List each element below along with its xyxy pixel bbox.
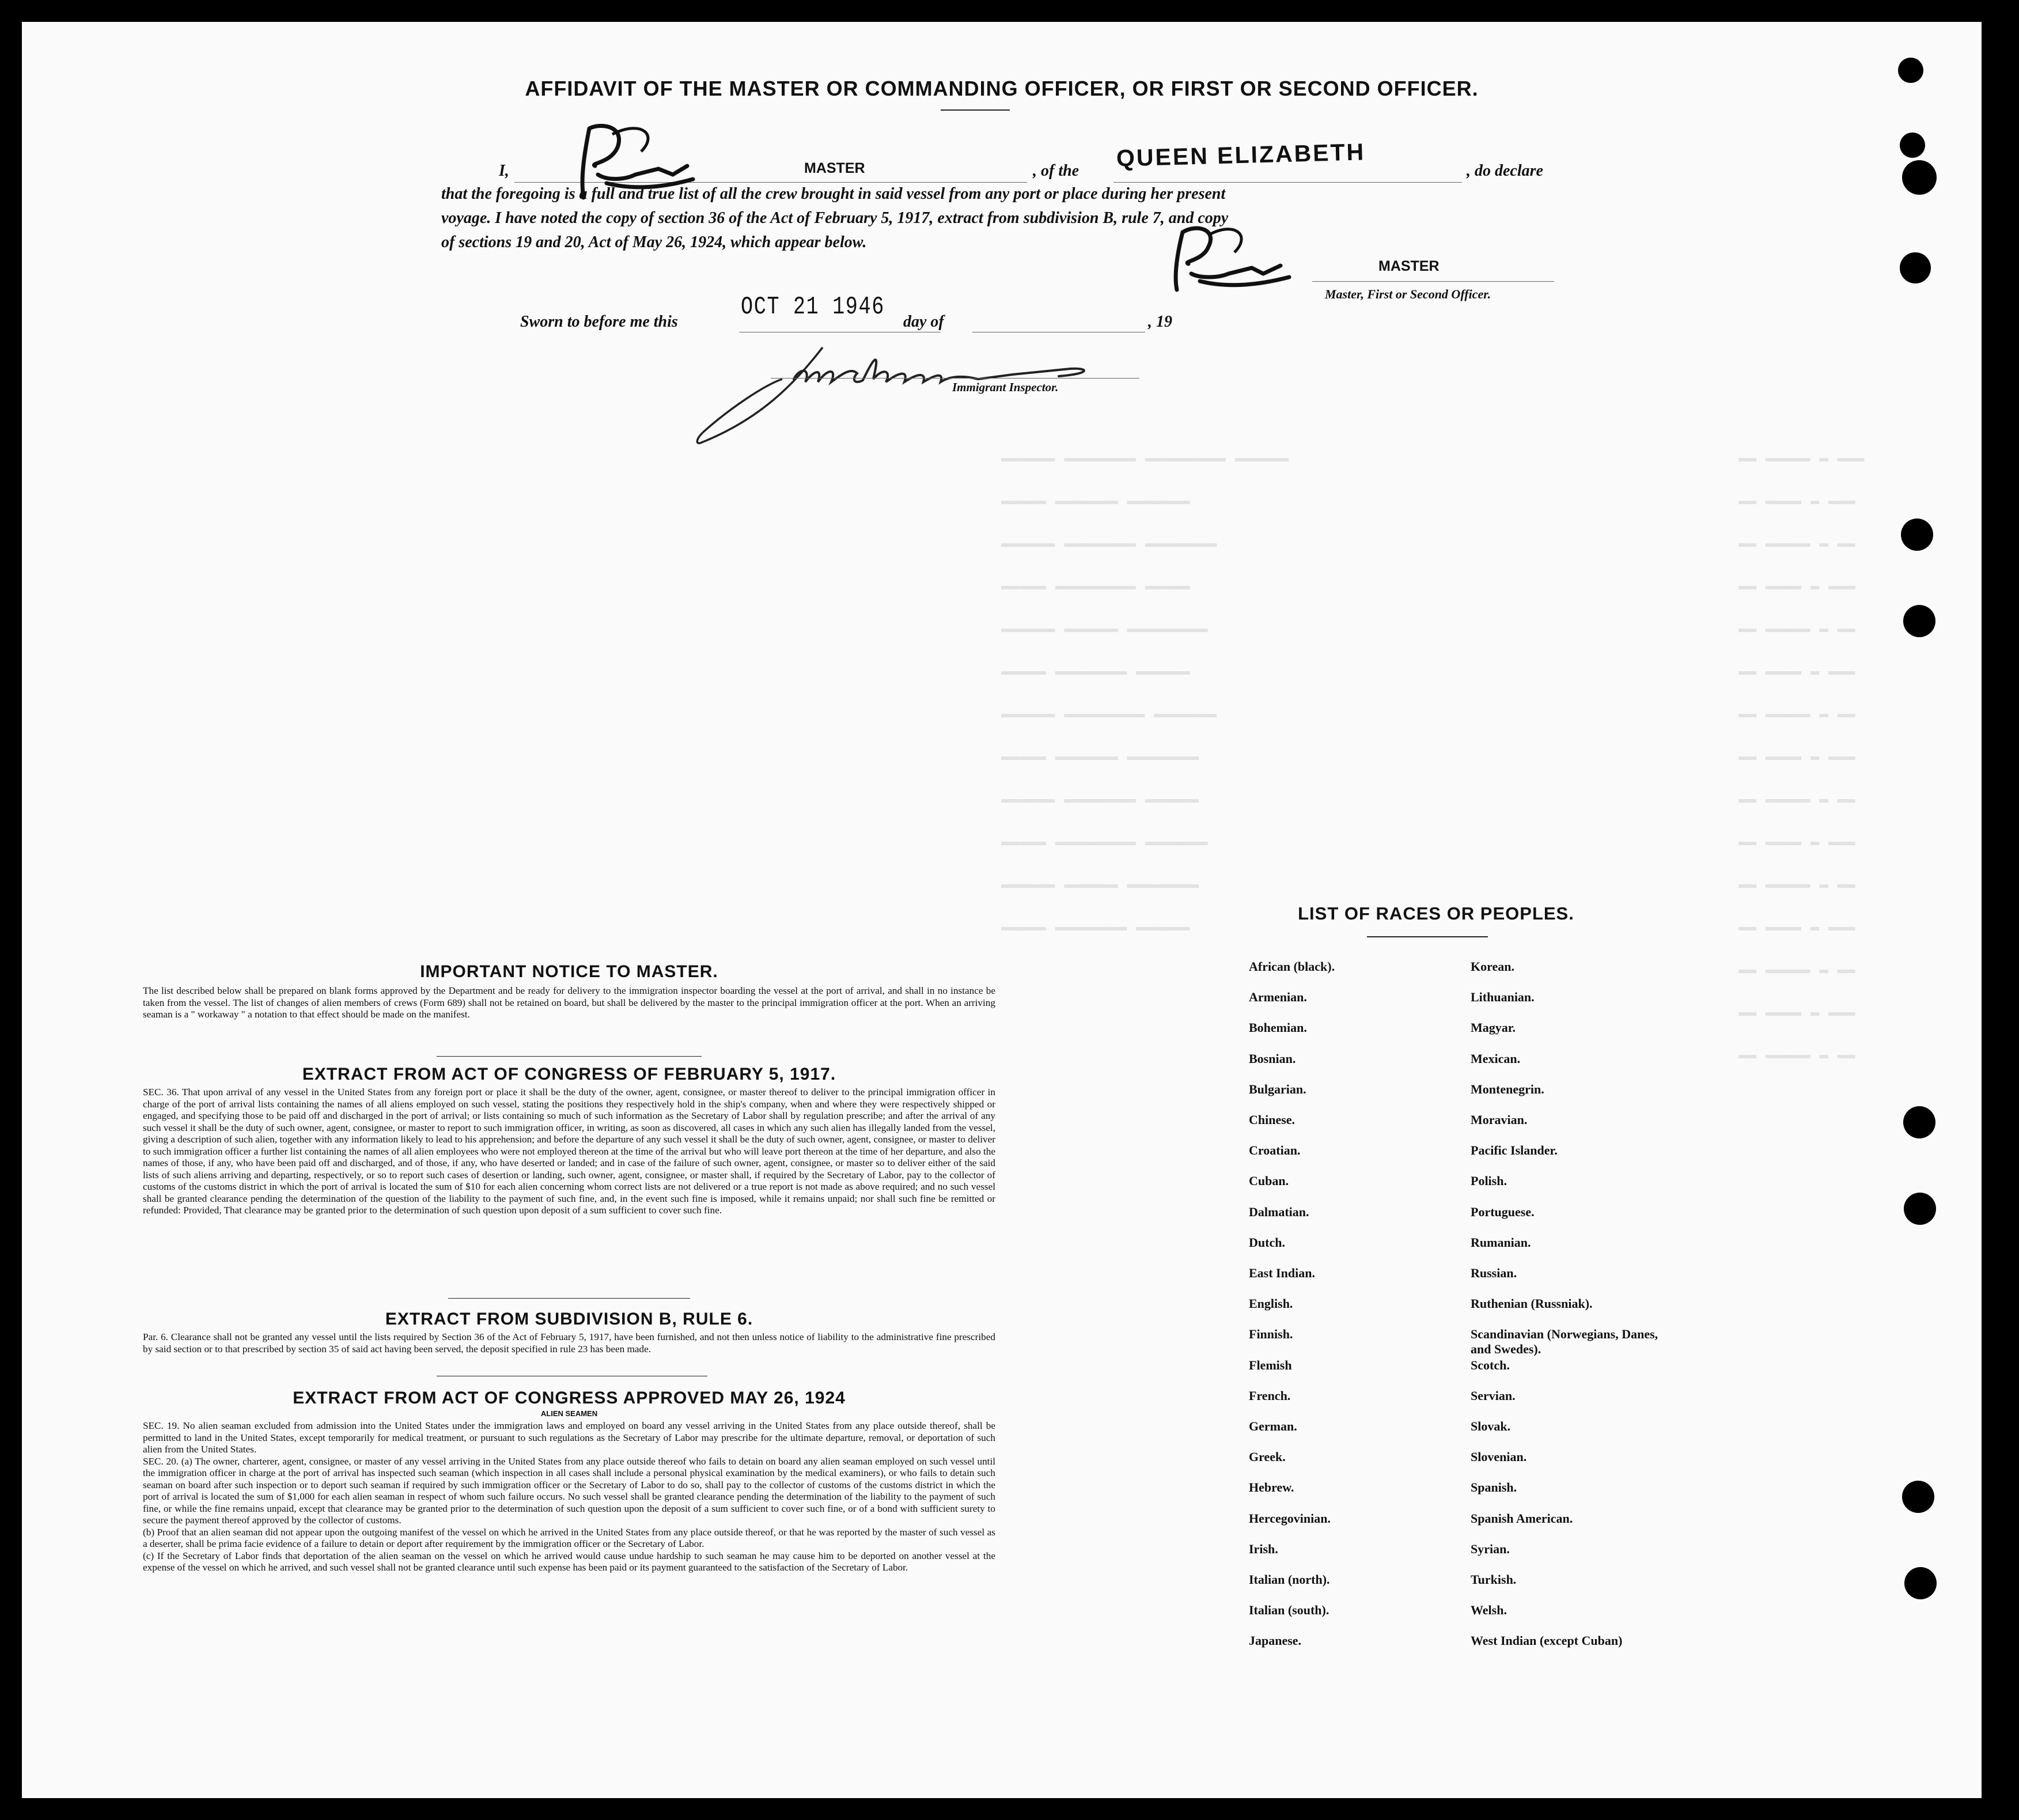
- races-title-rule: [1367, 936, 1488, 937]
- declaration-line-3: voyage. I have noted the copy of section 36 of the Act of February 5, 1917, extract from subdivision B, rule 7, and copy: [441, 209, 1229, 227]
- binding-hole-icon: [1902, 160, 1937, 195]
- race-item: Ruthenian (Russniak).: [1471, 1296, 1593, 1311]
- extract-1917-text: SEC. 36. That upon arrival of any vessel in the United States from any foreign port or place it shall be the duty of the owner, agent, consignee, or master thereof to deliver to the principal immigration officer in charge of the port of arrival lists containing the names of all aliens employed on such vessel, stating the positions they respectively hold in the ship's company, when and where they were respectively shipped or engaged, and specifying those to be paid off and discharged in the port of arrival; or lists containing so much of such information as the Secretary of Labor shall by regulation prescribe; and after the arrival of any such vessel it shall be the duty of such owner, agent, consignee, or master to report to such immigration officer, in writing, as soon as discovered, all cases in which any such alien has illegally landed from the vessel, giving a description of such alien, together with any information likely to lead to his apprehension; and before the departure of any such vessel it shall be the duty of such owner, agent, consignee, or master to deliver to such immigration officer a further list containing the names of all alien employees who were not employed thereon at the time of the arrival but who will leave port thereon at the time of her departure, and also the names of those, if any, who have been paid off and discharged, and of those, if any, who have deserted or landed; and in case of the failure of such owner, agent, consignee, or master so to deliver either of the said lists of such aliens arriving and departing, respectively, or so to report such cases of desertion or landing, such owner, agent, consignee, or master shall, if required by the Secretary of Labor, pay to the collector of customs of the customs district in which the port of arrival is located the sum of $10 for each alien concerning whom correct lists are not delivered or a true report is not made as above required; and no such vessel shall be granted clearance pending the determination of the question of the liability to the payment of such fine, and, in the event such fine is imposed, while it remains unpaid; nor shall such fine be remitted or refunded: Provided, That clearance may be granted prior to the determination of such question upon deposit of a sum sufficient to cover such fine.: [143, 1087, 995, 1216]
- race-item: Moravian.: [1471, 1113, 1528, 1127]
- race-item: Slovak.: [1471, 1419, 1511, 1433]
- extract-rule6: [143, 1310, 995, 1355]
- race-item: Spanish.: [1471, 1480, 1517, 1495]
- extract-1917: [143, 1065, 995, 1217]
- inspector-line: [771, 378, 1139, 379]
- date-stamp: OCT 21 1946: [741, 293, 885, 321]
- signature-caption: Master, First or Second Officer.: [1325, 287, 1491, 301]
- extract-1924-subtitle: ALIEN SEAMEN: [540, 1409, 598, 1418]
- declarant-prefix: I,: [499, 162, 509, 180]
- sec20b-text: (b) Proof that an alien seaman did not appear upon the outgoing manifest of the vessel on which he arrived in the United States from any place outside thereof, or that he was reported by the master of such vessel as a deserter, shall be prima facie evidence of a failure to detain or deport after requirement by the immigration officer or the Secretary of Labor.: [143, 1526, 995, 1549]
- race-item: Bohemian.: [1249, 1020, 1307, 1035]
- notice-text: The list described below shall be prepared on blank forms approved by the Department and be ready for delivery to the immigration inspector boarding the vessel at the port of arrival, and shall in no instance be taken from the vessel. The list of changes of alien members of crews (Form 689) shall not be retained on board, but shall be delivered by the master to the principal immigration officer at the port. When an arriving seaman is a " workaway " a notation to that effect should be made on the manifest.: [143, 985, 995, 1020]
- race-item: Dalmatian.: [1249, 1204, 1309, 1219]
- race-item: West Indian (except Cuban): [1471, 1633, 1623, 1648]
- race-item: Flemish: [1249, 1357, 1292, 1372]
- binding-hole-icon: [1900, 252, 1931, 283]
- race-item: Rumanian.: [1471, 1235, 1531, 1250]
- master-signature-icon: [572, 117, 722, 206]
- sworn-prefix: Sworn to before me this: [520, 313, 678, 331]
- race-item: Bosnian.: [1249, 1051, 1296, 1066]
- declaration-line-2: that the foregoing is a full and true list of all the crew brought in said vessel from any port or place during her present: [441, 185, 1226, 203]
- race-item: Finnish.: [1249, 1327, 1293, 1342]
- title-rule: [941, 109, 1010, 111]
- race-item: Magyar.: [1471, 1020, 1516, 1035]
- race-item: Dutch.: [1249, 1235, 1285, 1250]
- binding-hole-icon: [1901, 519, 1933, 551]
- race-item: Mexican.: [1471, 1051, 1521, 1066]
- race-item: Italian (north).: [1249, 1572, 1330, 1587]
- race-item: English.: [1249, 1296, 1293, 1311]
- of-the-text: , of the: [1033, 162, 1079, 180]
- race-item: Scandinavian (Norwegians, Danes, and Swedes).: [1471, 1327, 1658, 1357]
- races-title: LIST OF RACES OR PEOPLES.: [1298, 903, 1574, 924]
- race-item: Spanish American.: [1471, 1511, 1573, 1526]
- race-item: Korean.: [1471, 959, 1514, 974]
- signature-rank: MASTER: [1378, 258, 1440, 274]
- binding-hole-icon: [1902, 1481, 1934, 1513]
- race-item: Greek.: [1249, 1450, 1286, 1465]
- race-item: Hercegovinian.: [1249, 1511, 1331, 1526]
- race-item: Slovenian.: [1471, 1450, 1527, 1465]
- year-prefix: , 19: [1148, 313, 1172, 331]
- document-page: ▬▬ ▬▬▬▬▬ ▬ ▬▬▬ ▬▬ ▬▬▬▬ ▬ ▬▬▬ ▬▬ ▬▬▬▬▬ ▬ ▬▬ ▬▬ ▬▬▬▬ ▬ ▬▬▬ ▬▬ ▬▬▬▬▬ ▬ ▬▬ ▬▬ ▬▬▬▬ ▬ ▬▬▬ ▬▬ ▬▬▬▬▬ ▬ ▬▬ ▬▬ ▬▬▬▬ ▬ ▬▬▬ ▬▬ ▬▬▬▬▬ ▬ ▬▬ ▬▬ ▬▬▬▬ ▬ ▬▬▬ ▬▬ ▬▬▬▬▬ ▬ ▬▬ ▬▬ ▬▬▬▬ ▬ ▬▬▬ ▬▬ ▬▬▬▬▬ ▬ ▬▬ ▬▬ ▬▬▬▬ ▬ ▬▬▬ ▬▬ ▬▬▬▬▬ ▬ ▬▬ ▬▬▬▬▬▬ ▬▬▬▬▬▬▬▬ ▬▬▬▬▬▬▬▬▬ ▬▬▬▬▬▬ ▬▬▬▬▬ ▬▬▬▬▬▬▬ ▬▬▬▬▬▬▬ ▬▬▬▬▬▬ ▬▬▬▬▬▬▬▬ ▬▬▬▬▬▬▬▬ ▬▬▬▬▬ ▬▬▬▬▬▬▬▬▬ ▬▬▬▬▬ ▬▬▬▬▬▬ ▬▬▬▬▬▬ ▬▬▬▬▬▬▬▬▬ ▬▬▬▬▬ ▬▬▬▬▬▬▬▬ ▬▬▬▬▬▬ ▬▬▬▬▬▬ ▬▬▬▬▬▬▬▬▬ ▬▬▬▬▬▬▬ ▬▬▬▬▬ ▬▬▬▬▬▬▬ ▬▬▬▬▬▬▬▬ ▬▬▬▬▬▬ ▬▬▬▬▬▬▬▬ ▬▬▬▬▬▬ ▬▬▬▬▬ ▬▬▬▬▬▬▬▬▬ ▬▬▬▬▬▬▬ ▬▬▬▬▬▬ ▬▬▬▬▬▬ ▬▬▬▬▬▬▬▬ ▬▬▬▬▬ ▬▬▬▬▬▬▬▬ ▬▬▬▬▬▬ AFFIDAVIT OF THE MASTER OR COMMANDING OFFICER, OR FIRST OR SECOND OFFICER. I, MASTER , of the QUEEN ELIZABETH , do declare that the foregoing is a full and true list of all the crew brought in said vessel from any port or place during her present voyage. I have noted the copy of section 36 of the Act of February 5, 1917, extract from subdivision B, rule 7, and copy of sections 19 and 20, Act of May 26, 1924, which appear below. MASTER Master, First or Second Officer. Sworn to before me this OCT 21 1946 day of , 19 Immigrant Inspector. IMPORTANT NOTICE TO MASTER. The list described below shall be prepared on blank forms approved by the Department and be ready for delivery to the immigration inspector boarding the vessel at the port of arrival, and shall in no instance be taken from the vessel. The list of changes of alien members of crews (Form 689) shall not be retained on board, but shall be delivered by the master to the principal immigration officer at the port. When an arriving seaman is a " workaway " a notation to that effect should be made on the manifest. EXTRACT FROM ACT OF CONGRESS OF FEBRUARY 5, 1917. SEC. 36. That upon arrival of any vessel in the United States from any foreign port or place it shall be the duty of the owner, agent, consignee, or master thereof to deliver to the principal immigration officer in charge of the port of arrival lists containing the names of all aliens employed on such vessel, stating the positions they respectively hold in the ship's company, when and where they were respectively shipped or engaged, and specifying those to be paid off and discharged in the port of arrival; or lists containing so much of such information as the Secretary of Labor shall by regulation prescribe; and after the arrival of any such vessel it shall be the duty of such owner, agent, consignee, or master to report to such immigration officer, in writing, as soon as discovered, all cases in which any such alien has illegally landed from the vessel, giving a description of such alien, together with any information likely to lead to his apprehension; and before the departure of any such vessel it shall be the duty of such owner, agent, consignee, or master to deliver to such immigration officer a further list containing the names of all alien employees who were not employed thereon at the time of the arrival but who will leave port thereon at the time of her departure, and also the names of those, if any, who have been paid off and discharged, and of those, if any, who have deserted or landed; and in case of the failure of such owner, agent, consignee, or master so to deliver either of the said lists of such aliens arriving and departing, respectively, or so to report such cases of desertion or landing, such owner, agent, consignee, or master shall, if required by the Secretary of Labor, pay to the collector of customs of the customs district in which the port of arrival is located the sum of $10 for each alien concerning whom correct lists are not delivered or a true report is not made as above required; and no such vessel shall be granted clearance pending the determination of the question of the liability to the payment of such fine, and, in the event such fine is imposed, while it remains unpaid; nor shall such fine be remitted or refunded: Provided, That clearance may be granted prior to the determination of such question upon deposit of a sum sufficient to cover such fine. EXTRACT FROM SUBDIVISION B, RULE 6. Par. 6. Clearance shall not be granted any vessel until the lists required by Section 36 of the Act of February 5, 1917, have been furnished, and not then unless notice of liability to the administrative fine prescribed by said section or to that prescribed by section 35 of said act having been served, the deposit specified in rule 23 has been made. EXTRACT FROM ACT OF CONGRESS APPROVED MAY 26, 1924 ALIEN SEAMEN SEC. 19. No alien seaman excluded from admission into the United States under the immigration laws and employed on board any vessel arriving in the United States from any place outside thereof, shall be permitted to land in the United States, except temporarily for medical treatment, or pursuant to such regulations as the Secretary of Labor may prescribe for the ultimate departure, removal, or deportation of such alien from the United States. SEC. 20. (a) The owner, charterer, agent, consignee, or master of any vessel arriving in the United States from any place outside thereof who fails to detain on board any alien seaman employed on such vessel until the immigration officer in charge at the port of arrival has inspected such seaman (which inspection in all cases shall include a personal physical examination by the medical examiners), or who fails to detain such seaman on board after such inspection or to deport such seaman if required by such immigration officer or the Secretary of Labor to do so, shall pay to the collector of customs of the customs district in which the port of arrival is located the sum of $1,000 for each alien seaman in respect of whom such failure occurs. No such vessel shall be granted clearance pending the determination of the liability to the payment of such fine, or while the fine remains unpaid, except that clearance may be granted prior to the determination of such question upon the deposit of a sum sufficient to cover such fine, or of a bond with sufficient surety to secure the payment thereof approved by the collector of customs. (b) Proof that an alien seaman did not appear upon the outgoing manifest of the vessel on which he arrived in the United States from any place outside thereof, or that he was reported by the master of such vessel as a deserter, shall be prima facie evidence of a failure to detain or deport after requirement by the immigration officer or the Secretary of Labor. (c) If the Secretary of Labor finds that deportation of the alien seaman on the vessel on which he arrived would cause undue hardship to such seaman he may cause him to be deported on another vessel at the expense of the vessel on which he arrived, and such vessel shall not be granted clearance until such expense has been paid or its payment guaranteed to the satisfaction of the Secretary of Labor. LIST OF RACES OR PEOPLES. African (black). Armenian. Bohemian. Bosnian. Bulgarian. Chinese. Croatian. Cuban. Dalmatian. Dutch. East Indian. English. Finnish. Flemish French. German. Greek. Hebrew. Hercegovinian. Irish. Italian (north). Italian (south). Japanese. Korean. Lithuanian. Magyar. Mexican. Montenegrin. Moravian. Pacific Islander. Polish. Portuguese. Rumanian. Russian. Ruthenian (Russniak). Scandinavian (Norwegians, Danes, and Swedes). Scotch. Servian. Slovak. Slovenian. Spanish. Spanish American. Syrian. Turkish. Welsh. West Indian (except Cuban): [22, 22, 1982, 1798]
- vessel-fill-line: [1113, 182, 1462, 183]
- race-item: French.: [1249, 1388, 1291, 1403]
- race-item: African (black).: [1249, 959, 1335, 974]
- race-item: Hebrew.: [1249, 1480, 1294, 1495]
- binding-hole-icon: [1903, 605, 1935, 637]
- race-item: Italian (south).: [1249, 1603, 1329, 1618]
- race-item: Montenegrin.: [1471, 1081, 1544, 1096]
- extract-1924-title: EXTRACT FROM ACT OF CONGRESS APPROVED MAY 26, 1924: [293, 1388, 846, 1407]
- race-item: Syrian.: [1471, 1541, 1510, 1556]
- sec20c-text: (c) If the Secretary of Labor finds that deportation of the alien seaman on the vessel on which he arrived would cause undue hardship to such seaman he may cause him to be deported on another vessel at the expense of the vessel on which he arrived, and such vessel shall not be granted clearance until such expense has been paid or its payment guaranteed to the satisfaction of the Secretary of Labor.: [143, 1550, 995, 1573]
- race-item: Portuguese.: [1471, 1204, 1535, 1219]
- sec20a-text: SEC. 20. (a) The owner, charterer, agent, consignee, or master of any vessel arriving in the United States from any place outside thereof who fails to detain on board any alien seaman employed on such vessel until the immigration officer in charge at the port of arrival has inspected such seaman (which inspection in all cases shall include a personal physical examination by the medical examiners), or who fails to detain such seaman on board after such inspection or to deport such seaman if required by such immigration officer or the Secretary of Labor to do so, shall pay to the collector of customs of the customs district in which the port of arrival is located the sum of $1,000 for each alien seaman in respect of whom such failure occurs. No such vessel shall be granted clearance pending the determination of the liability to the payment of such fine, or while the fine remains unpaid, except that clearance may be granted prior to the determination of such question upon the deposit of a sum sufficient to cover such fine, or of a bond with sufficient surety to secure the payment thereof approved by the collector of customs.: [143, 1455, 995, 1526]
- race-item: East Indian.: [1249, 1266, 1315, 1280]
- extract-1924: [143, 1388, 995, 1574]
- binding-hole-icon: [1903, 1106, 1935, 1138]
- important-notice: [143, 962, 995, 1021]
- race-item: Welsh.: [1471, 1603, 1507, 1618]
- sec19-text: SEC. 19. No alien seaman excluded from admission into the United States under the immigration laws and employed on board any vessel arriving in the United States from any place outside thereof, shall be permitted to land in the United States, except temporarily for medical treatment, or pursuant to such regulations as the Secretary of Labor may prescribe for the ultimate departure, removal, or deportation of such alien from the United States.: [143, 1420, 995, 1455]
- race-item: Servian.: [1471, 1388, 1516, 1403]
- binding-hole-icon: [1898, 58, 1923, 83]
- vessel-name: QUEEN ELIZABETH: [1116, 138, 1366, 172]
- race-item: German.: [1249, 1419, 1297, 1433]
- extract-rule6-text: Par. 6. Clearance shall not be granted any vessel until the lists required by Section 36 of the Act of February 5, 1917, have been furnished, and not then unless notice of liability to the administrative fine prescribed by said section or to that prescribed by section 35 of said act having been served, the deposit specified in rule 23 has been made.: [143, 1331, 995, 1354]
- rank-text: MASTER: [804, 160, 865, 176]
- race-item: Russian.: [1471, 1266, 1517, 1280]
- race-item: Pacific Islander.: [1471, 1143, 1558, 1158]
- inspector-caption: Immigrant Inspector.: [952, 380, 1059, 394]
- extract-1917-title: EXTRACT FROM ACT OF CONGRESS OF FEBRUARY 5, 1917.: [302, 1065, 836, 1084]
- binding-hole-icon: [1900, 133, 1925, 158]
- race-item: Lithuanian.: [1471, 990, 1535, 1005]
- race-item: Japanese.: [1249, 1633, 1302, 1648]
- race-item: Armenian.: [1249, 990, 1307, 1005]
- race-item: Irish.: [1249, 1541, 1278, 1556]
- race-item: Polish.: [1471, 1174, 1507, 1189]
- race-item: Chinese.: [1249, 1113, 1296, 1127]
- day-of-text: day of: [903, 313, 944, 331]
- section-rule: [448, 1298, 690, 1299]
- binding-hole-icon: [1904, 1193, 1936, 1225]
- declare-text: , do declare: [1467, 162, 1543, 180]
- race-item: Croatian.: [1249, 1143, 1301, 1158]
- signature-line: [1312, 281, 1554, 282]
- race-item: Cuban.: [1249, 1174, 1289, 1189]
- declaration-line-4: of sections 19 and 20, Act of May 26, 1924, which appear below.: [441, 233, 867, 251]
- affidavit-title: AFFIDAVIT OF THE MASTER OR COMMANDING OFFICER, OR FIRST OR SECOND OFFICER.: [525, 77, 1479, 100]
- race-item: Turkish.: [1471, 1572, 1517, 1587]
- master-signature-icon: [1165, 221, 1312, 301]
- notice-title: IMPORTANT NOTICE TO MASTER.: [420, 962, 718, 981]
- race-item: Bulgarian.: [1249, 1081, 1306, 1096]
- section-rule: [437, 1056, 702, 1057]
- race-item: Scotch.: [1471, 1357, 1510, 1372]
- binding-hole-icon: [1904, 1567, 1937, 1599]
- extract-rule6-title: EXTRACT FROM SUBDIVISION B, RULE 6.: [385, 1310, 753, 1329]
